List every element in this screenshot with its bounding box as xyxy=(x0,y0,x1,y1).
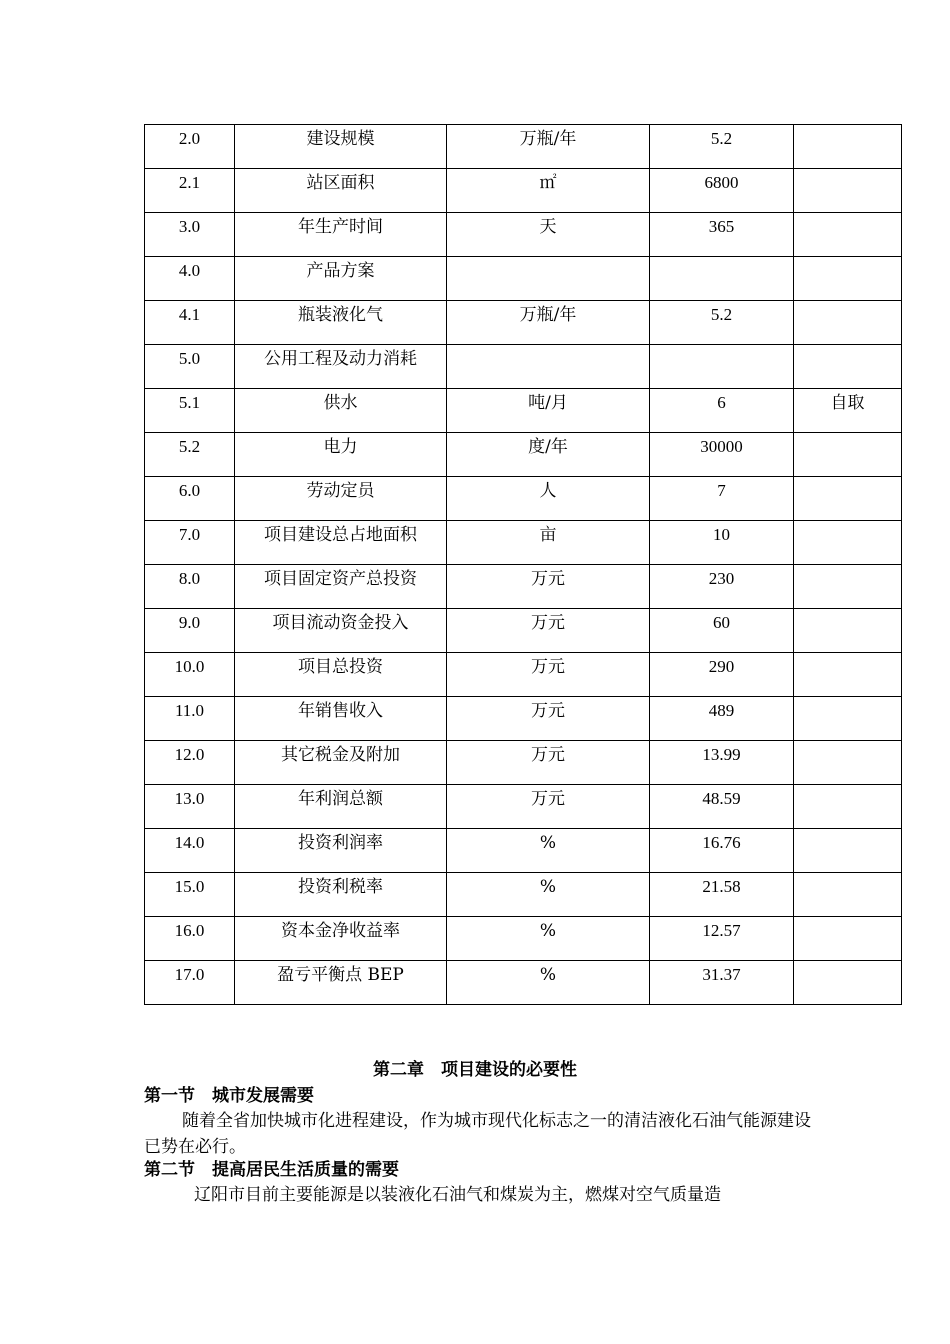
cell-item-no: 14.0 xyxy=(145,829,235,873)
section-body-1: 随着全省加快城市化进程建设，作为城市现代化标志之一的清洁液化石油气能源建设已势在必行。 xyxy=(144,1111,811,1157)
cell-value: 13.99 xyxy=(650,741,794,785)
cell-unit: 度/年 xyxy=(447,433,650,477)
cell-item-name: 其它税金及附加 xyxy=(235,741,447,785)
cell-note xyxy=(794,169,902,213)
cell-note xyxy=(794,829,902,873)
cell-note xyxy=(794,565,902,609)
cell-item-name: 盈亏平衡点 BEP xyxy=(235,961,447,1005)
cell-value: 10 xyxy=(650,521,794,565)
cell-note xyxy=(794,741,902,785)
section-heading-2: 第二节 提高居民生活质量的需要 xyxy=(144,1160,399,1180)
cell-value: 48.59 xyxy=(650,785,794,829)
cell-item-no: 16.0 xyxy=(145,917,235,961)
cell-item-name: 年生产时间 xyxy=(235,213,447,257)
table-row xyxy=(145,829,902,873)
cell-item-no: 4.0 xyxy=(145,257,235,301)
cell-item-no: 11.0 xyxy=(145,697,235,741)
cell-unit: 人 xyxy=(447,477,650,521)
cell-unit: 吨/月 xyxy=(447,389,650,433)
cell-note xyxy=(794,433,902,477)
cell-unit: 万瓶/年 xyxy=(447,301,650,345)
cell-item-no: 13.0 xyxy=(145,785,235,829)
cell-item-name: 瓶装液化气 xyxy=(235,301,447,345)
cell-item-name: 建设规模 xyxy=(235,125,447,169)
cell-note xyxy=(794,697,902,741)
cell-note xyxy=(794,257,902,301)
section-body-2: 辽阳市目前主要能源是以装液化石油气和煤炭为主，燃煤对空气质量造 xyxy=(194,1185,721,1205)
cell-unit: 万元 xyxy=(447,565,650,609)
table-row xyxy=(145,961,902,1005)
table-row xyxy=(145,785,902,829)
cell-item-name: 项目固定资产总投资 xyxy=(235,565,447,609)
cell-value: 60 xyxy=(650,609,794,653)
cell-item-no: 17.0 xyxy=(145,961,235,1005)
cell-note xyxy=(794,961,902,1005)
cell-item-name: 站区面积 xyxy=(235,169,447,213)
table-row xyxy=(145,565,902,609)
cell-item-no: 5.0 xyxy=(145,345,235,389)
cell-unit xyxy=(447,345,650,389)
cell-note xyxy=(794,653,902,697)
table-row xyxy=(145,433,902,477)
table-row xyxy=(145,169,902,213)
cell-note xyxy=(794,609,902,653)
cell-item-no: 9.0 xyxy=(145,609,235,653)
table-row xyxy=(145,653,902,697)
table-row xyxy=(145,741,902,785)
cell-item-name: 劳动定员 xyxy=(235,477,447,521)
cell-unit: 万元 xyxy=(447,741,650,785)
cell-item-name: 项目流动资金投入 xyxy=(235,609,447,653)
cell-note xyxy=(794,917,902,961)
cell-value: 12.57 xyxy=(650,917,794,961)
cell-unit: 万元 xyxy=(447,653,650,697)
cell-value: 16.76 xyxy=(650,829,794,873)
table-row xyxy=(145,873,902,917)
table-row xyxy=(145,213,902,257)
table-row xyxy=(145,609,902,653)
table-body xyxy=(145,125,902,1005)
cell-note xyxy=(794,477,902,521)
cell-unit: ㎡ xyxy=(447,169,650,213)
table-row xyxy=(145,477,902,521)
cell-value: 290 xyxy=(650,653,794,697)
cell-item-no: 4.1 xyxy=(145,301,235,345)
section-heading-1: 第一节 城市发展需要 xyxy=(144,1086,314,1106)
cell-value: 365 xyxy=(650,213,794,257)
table-row xyxy=(145,345,902,389)
cell-note xyxy=(794,873,902,917)
cell-item-no: 3.0 xyxy=(145,213,235,257)
cell-unit: 天 xyxy=(447,213,650,257)
cell-item-name: 投资利税率 xyxy=(235,873,447,917)
cell-value: 31.37 xyxy=(650,961,794,1005)
cell-value: 5.2 xyxy=(650,301,794,345)
cell-value xyxy=(650,345,794,389)
cell-value: 7 xyxy=(650,477,794,521)
cell-unit: 万元 xyxy=(447,609,650,653)
cell-value: 489 xyxy=(650,697,794,741)
cell-item-name: 资本金净收益率 xyxy=(235,917,447,961)
cell-item-name: 年销售收入 xyxy=(235,697,447,741)
cell-item-name: 产品方案 xyxy=(235,257,447,301)
cell-item-name: 电力 xyxy=(235,433,447,477)
cell-value: 6 xyxy=(650,389,794,433)
cell-item-no: 10.0 xyxy=(145,653,235,697)
cell-note xyxy=(794,345,902,389)
cell-item-no: 7.0 xyxy=(145,521,235,565)
cell-value xyxy=(650,257,794,301)
table-row xyxy=(145,521,902,565)
cell-unit: 亩 xyxy=(447,521,650,565)
cell-note xyxy=(794,301,902,345)
cell-item-no: 12.0 xyxy=(145,741,235,785)
cell-unit: % xyxy=(447,829,650,873)
cell-item-name: 年利润总额 xyxy=(235,785,447,829)
cell-item-name: 项目建设总占地面积 xyxy=(235,521,447,565)
cell-value: 21.58 xyxy=(650,873,794,917)
cell-note xyxy=(794,521,902,565)
project-indicator-table xyxy=(144,124,902,1005)
cell-item-no: 8.0 xyxy=(145,565,235,609)
table-row xyxy=(145,257,902,301)
cell-item-no: 6.0 xyxy=(145,477,235,521)
cell-note xyxy=(794,785,902,829)
cell-item-no: 2.1 xyxy=(145,169,235,213)
table-row xyxy=(145,917,902,961)
table-row xyxy=(145,125,902,169)
cell-unit: 万瓶/年 xyxy=(447,125,650,169)
cell-item-no: 15.0 xyxy=(145,873,235,917)
cell-item-no: 5.1 xyxy=(145,389,235,433)
cell-note xyxy=(794,213,902,257)
cell-unit xyxy=(447,257,650,301)
cell-item-no: 2.0 xyxy=(145,125,235,169)
table-row xyxy=(145,697,902,741)
cell-item-name: 供水 xyxy=(235,389,447,433)
cell-value: 5.2 xyxy=(650,125,794,169)
cell-item-name: 项目总投资 xyxy=(235,653,447,697)
chapter-title: 第二章 项目建设的必要性 xyxy=(373,1060,577,1080)
table-row xyxy=(145,301,902,345)
cell-value: 30000 xyxy=(650,433,794,477)
cell-unit: % xyxy=(447,961,650,1005)
cell-value: 230 xyxy=(650,565,794,609)
cell-value: 6800 xyxy=(650,169,794,213)
cell-note xyxy=(794,125,902,169)
cell-note: 自取 xyxy=(794,389,902,433)
cell-unit: % xyxy=(447,917,650,961)
cell-item-no: 5.2 xyxy=(145,433,235,477)
cell-unit: 万元 xyxy=(447,697,650,741)
table-row xyxy=(145,389,902,433)
cell-unit: % xyxy=(447,873,650,917)
cell-unit: 万元 xyxy=(447,785,650,829)
cell-item-name: 投资利润率 xyxy=(235,829,447,873)
cell-item-name: 公用工程及动力消耗 xyxy=(235,345,447,389)
